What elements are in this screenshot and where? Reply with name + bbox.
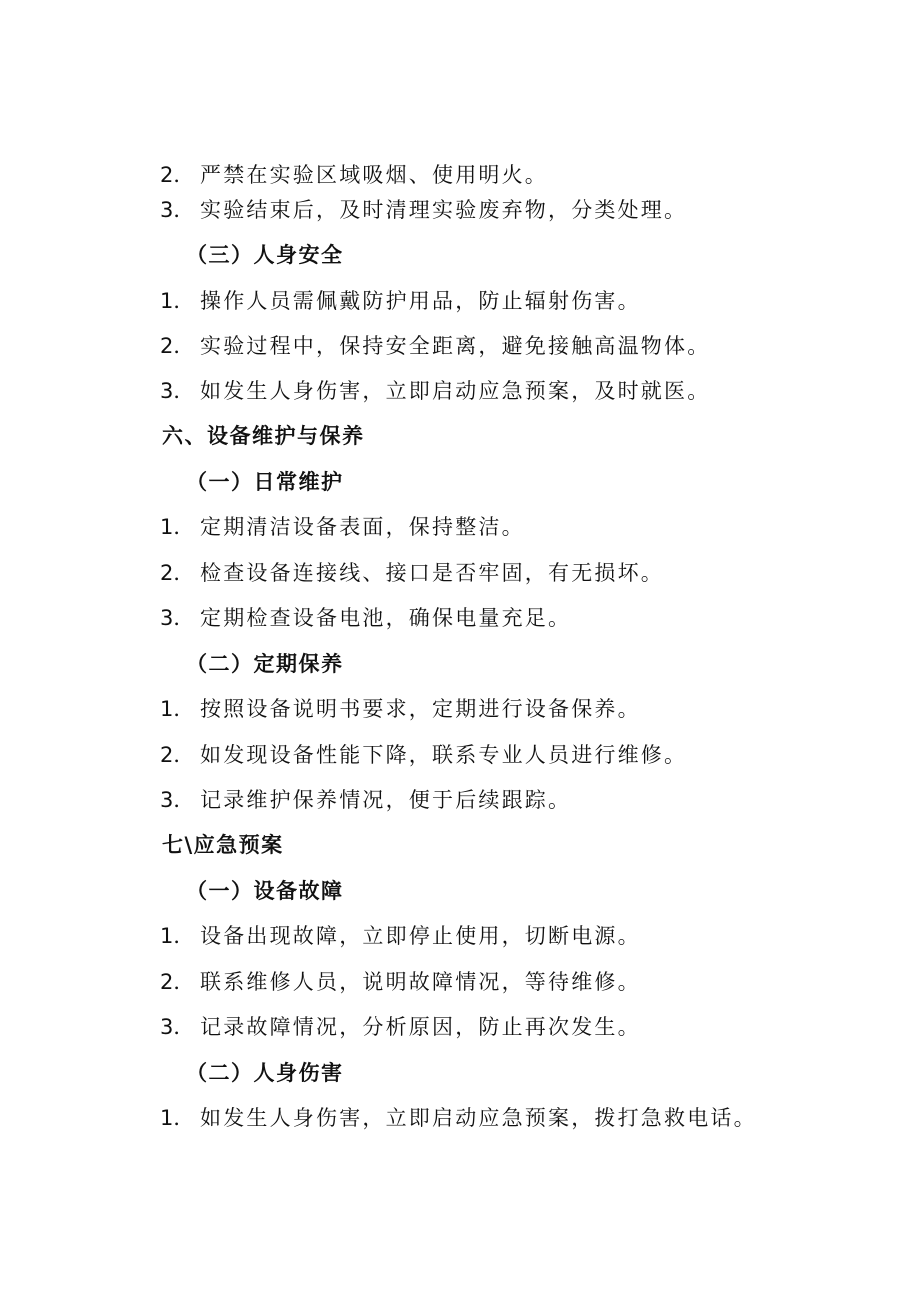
list-item [160,1105,757,1131]
item-text: 记录维护保养情况，便于后续跟踪。 [200,788,572,812]
list-item [160,742,687,768]
item-text: 定期检查设备电池，确保电量充足。 [200,606,572,630]
list-item [160,378,710,404]
item-text: 实验过程中，保持安全距离，避免接触高温物体。 [200,334,711,358]
item-text: 联系维修人员，说明故障情况，等待维修。 [200,970,641,994]
item-number: 2． [160,970,195,994]
list-item [160,1014,641,1040]
list-item [160,197,687,223]
list-item [160,162,548,188]
item-text: 记录故障情况，分析原因，防止再次发生。 [200,1015,641,1039]
list-item [160,288,641,314]
subsection-heading: （二）人身伤害 [186,1061,344,1085]
item-number: 2． [160,743,195,767]
item-number: 2． [160,334,195,358]
item-number: 2． [160,163,195,187]
subsection-heading: （三）人身安全 [186,243,344,267]
item-number: 3． [160,1015,195,1039]
item-number: 3． [160,198,195,222]
item-number: 2． [160,561,195,585]
item-number: 3． [160,788,195,812]
list-item [160,969,641,995]
list-item [160,333,710,359]
item-text: 实验结束后，及时清理实验废弃物，分类处理。 [200,198,688,222]
item-text: 如发现设备性能下降，联系专业人员进行维修。 [200,743,688,767]
item-number: 1． [160,289,195,313]
list-item [160,514,525,540]
item-text: 严禁在实验区域吸烟、使用明火。 [200,163,548,187]
subsection-heading: （一）日常维护 [186,470,344,494]
section-heading: 六、设备维护与保养 [162,424,365,448]
list-item [160,696,641,722]
item-text: 如发生人身伤害，立即启动应急预案，及时就医。 [200,379,711,403]
list-item [160,923,641,949]
item-text: 按照设备说明书要求，定期进行设备保养。 [200,697,641,721]
item-number: 1． [160,924,195,948]
list-item [160,605,571,631]
item-number: 1． [160,697,195,721]
item-number: 3． [160,379,195,403]
section-heading: 七\应急预案 [162,833,284,857]
item-text: 操作人员需佩戴防护用品，防止辐射伤害。 [200,289,641,313]
item-number: 1． [160,1106,195,1130]
subsection-heading: （二）定期保养 [186,652,344,676]
item-text: 设备出现故障，立即停止使用，切断电源。 [200,924,641,948]
item-text: 如发生人身伤害，立即启动应急预案，拨打急救电话。 [200,1106,757,1130]
item-number: 1． [160,515,195,539]
item-text: 定期清洁设备表面，保持整洁。 [200,515,525,539]
item-text: 检查设备连接线、接口是否牢固，有无损坏。 [200,561,664,585]
list-item [160,560,664,586]
list-item [160,787,571,813]
subsection-heading: （一）设备故障 [186,879,344,903]
item-number: 3． [160,606,195,630]
